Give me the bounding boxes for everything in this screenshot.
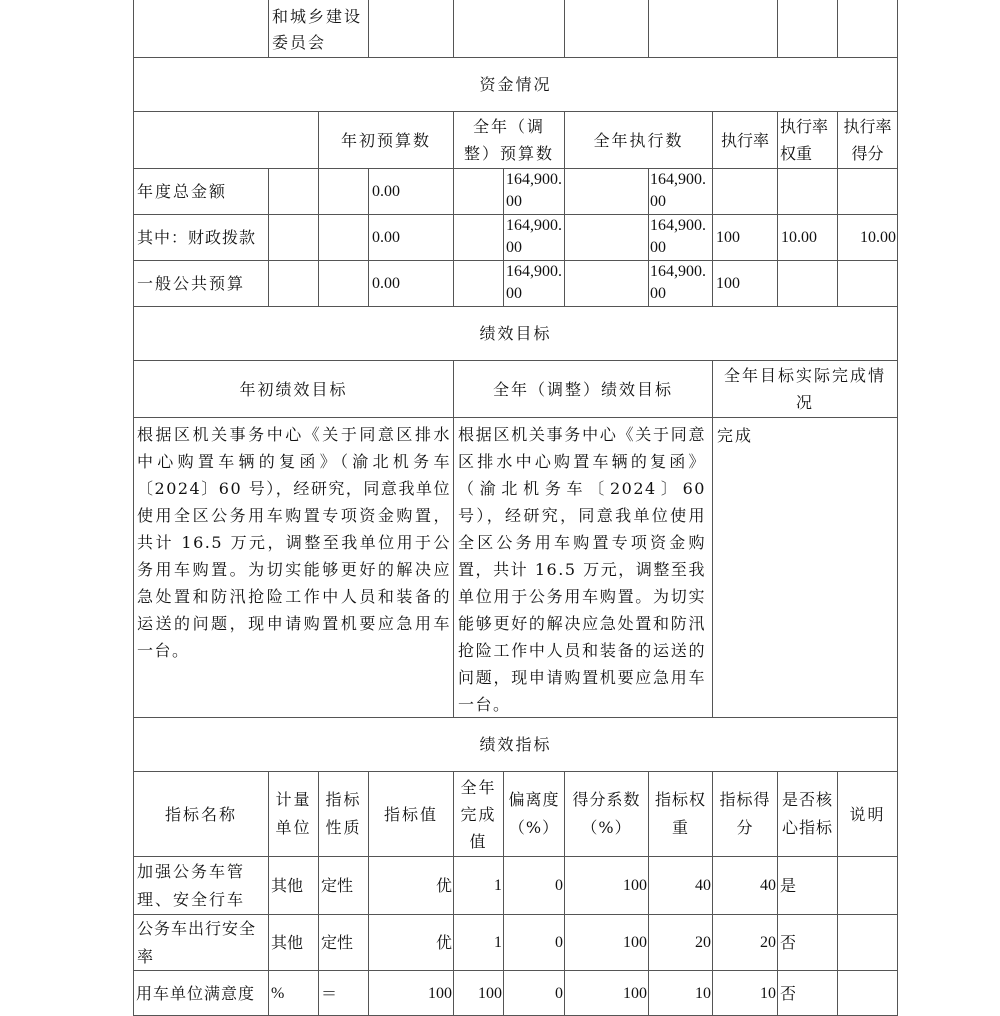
indicator-header-score: 指标得分 xyxy=(712,771,778,857)
funding-header-executed: 全年执行数 xyxy=(564,111,713,169)
indicator-row-weight: 20 xyxy=(648,914,713,971)
funding-row-blank xyxy=(318,168,369,215)
funding-row-executed: 164,900.00 xyxy=(648,260,713,307)
indicator-row-note xyxy=(837,856,898,915)
indicator-row-nature: 定性 xyxy=(318,914,369,971)
indicator-row-core: 否 xyxy=(777,914,838,971)
indicator-row-core: 是 xyxy=(777,856,838,915)
indicator-header-coefficient: 得分系数（%） xyxy=(564,771,649,857)
funding-row-initial: 0.00 xyxy=(368,214,454,261)
top-row-cell-6 xyxy=(648,0,778,58)
funding-row-score xyxy=(837,168,898,215)
indicator-row-unit: 其他 xyxy=(268,856,319,915)
funding-row-label: 年度总金额 xyxy=(133,168,269,215)
indicator-row-deviation: 0 xyxy=(503,914,565,971)
funding-row-adjusted: 164,900.00 xyxy=(503,260,565,307)
funding-row-blank xyxy=(453,214,504,261)
indicator-header-note: 说明 xyxy=(837,771,898,857)
indicator-row-core: 否 xyxy=(777,970,838,1016)
funding-header-initial-budget: 年初预算数 xyxy=(318,111,454,169)
indicator-row-unit: % xyxy=(268,970,319,1016)
top-row-cell-5 xyxy=(564,0,649,58)
funding-header-rate: 执行率 xyxy=(712,111,778,169)
funding-row-weight xyxy=(777,168,838,215)
funding-section-title: 资金情况 xyxy=(133,57,898,112)
funding-row-score xyxy=(837,260,898,307)
funding-row-score: 10.00 xyxy=(837,214,898,261)
funding-row-label: 一般公共预算 xyxy=(133,260,269,307)
funding-row-weight xyxy=(777,260,838,307)
funding-row-initial: 0.00 xyxy=(368,168,454,215)
funding-row-blank xyxy=(318,260,369,307)
funding-row-rate xyxy=(712,168,778,215)
funding-row-executed: 164,900.00 xyxy=(648,168,713,215)
indicator-row-nature: 定性 xyxy=(318,856,369,915)
goals-header-actual: 全年目标实际完成情况 xyxy=(712,360,898,418)
indicator-row-deviation: 0 xyxy=(503,856,565,915)
goals-actual-text: 完成 xyxy=(712,417,898,718)
top-row-cell-1 xyxy=(133,0,269,58)
funding-row-blank xyxy=(268,168,319,215)
indicator-row-note xyxy=(837,914,898,971)
indicator-row-name: 公务车出行安全率 xyxy=(133,914,269,971)
indicator-row-completed: 100 xyxy=(453,970,504,1016)
funding-row-blank xyxy=(268,214,319,261)
indicator-row-nature: ＝ xyxy=(318,970,369,1016)
goals-initial-text: 根据区机关事务中心《关于同意区排水中心购置车辆的复函》（渝北机务车〔2024〕60 号），经研究，同意我单位使用全区公务用车购置专项资金购置，共计 16.5 万元，调整至我单位用于公务用车购置。为切实能够更好的解决应急处置和防汛抢险工作中人员和装备的运送的问题，现申请购置机要应急用车一台。 xyxy=(133,417,454,718)
goals-header-adjusted: 全年（调整）绩效目标 xyxy=(453,360,713,418)
indicator-row-coefficient: 100 xyxy=(564,970,649,1016)
indicator-header-core: 是否核心指标 xyxy=(777,771,838,857)
indicator-row-unit: 其他 xyxy=(268,914,319,971)
funding-header-blank xyxy=(133,111,319,169)
funding-row-blank xyxy=(564,168,649,215)
indicator-header-value: 指标值 xyxy=(368,771,454,857)
indicator-row-score: 40 xyxy=(712,856,778,915)
indicator-row-coefficient: 100 xyxy=(564,856,649,915)
funding-row-label: 其中：财政拨款 xyxy=(133,214,269,261)
top-row-cell-7 xyxy=(777,0,838,58)
indicator-row-value: 优 xyxy=(368,856,454,915)
indicator-row-completed: 1 xyxy=(453,914,504,971)
funding-row-initial: 0.00 xyxy=(368,260,454,307)
funding-row-adjusted: 164,900.00 xyxy=(503,168,565,215)
indicator-header-name: 指标名称 xyxy=(133,771,269,857)
top-row-cell-4 xyxy=(453,0,565,58)
funding-row-blank xyxy=(564,214,649,261)
goals-adjusted-text: 根据区机关事务中心《关于同意区排水中心购置车辆的复函》（渝北机务车〔2024〕60 号），经研究，同意我单位使用全区公务用车购置专项资金购置，共计 16.5 万元，调整至我单位用于公务用车购置。为切实能够更好的解决应急处置和防汛抢险工作中人员和装备的运送的问题，现申请购置机要应急用车一台。 xyxy=(453,417,713,718)
indicator-header-deviation: 偏离度（%） xyxy=(503,771,565,857)
funding-row-blank xyxy=(453,168,504,215)
indicator-header-completed: 全年完成值 xyxy=(453,771,504,857)
funding-row-blank xyxy=(453,260,504,307)
indicator-row-name: 用车单位满意度 xyxy=(133,970,269,1016)
funding-header-score: 执行率得分 xyxy=(837,111,898,169)
goals-section-title: 绩效目标 xyxy=(133,306,898,361)
indicators-section-title: 绩效指标 xyxy=(133,717,898,772)
indicator-row-weight: 10 xyxy=(648,970,713,1016)
indicator-row-weight: 40 xyxy=(648,856,713,915)
indicator-row-coefficient: 100 xyxy=(564,914,649,971)
funding-row-rate: 100 xyxy=(712,260,778,307)
funding-row-adjusted: 164,900.00 xyxy=(503,214,565,261)
indicator-row-value: 100 xyxy=(368,970,454,1016)
indicator-header-weight: 指标权重 xyxy=(648,771,713,857)
funding-row-executed: 164,900.00 xyxy=(648,214,713,261)
indicator-row-completed: 1 xyxy=(453,856,504,915)
goals-header-initial: 年初绩效目标 xyxy=(133,360,454,418)
top-row-cell-3 xyxy=(368,0,454,58)
funding-row-rate: 100 xyxy=(712,214,778,261)
funding-header-weight: 执行率权重 xyxy=(777,111,838,169)
indicator-row-score: 20 xyxy=(712,914,778,971)
indicator-row-value: 优 xyxy=(368,914,454,971)
indicator-row-score: 10 xyxy=(712,970,778,1016)
indicator-header-unit: 计量单位 xyxy=(268,771,319,857)
unit-name-tail: 和城乡建设委员会 xyxy=(268,0,369,58)
indicator-header-nature: 指标性质 xyxy=(318,771,369,857)
funding-row-blank xyxy=(564,260,649,307)
top-row-cell-8 xyxy=(837,0,898,58)
indicator-row-deviation: 0 xyxy=(503,970,565,1016)
funding-row-weight: 10.00 xyxy=(777,214,838,261)
indicator-row-name: 加强公务车管理、安全行车 xyxy=(133,856,269,915)
indicator-row-note xyxy=(837,970,898,1016)
funding-header-adjusted-budget: 全年（调整）预算数 xyxy=(453,111,565,169)
funding-row-blank xyxy=(318,214,369,261)
funding-row-blank xyxy=(268,260,319,307)
